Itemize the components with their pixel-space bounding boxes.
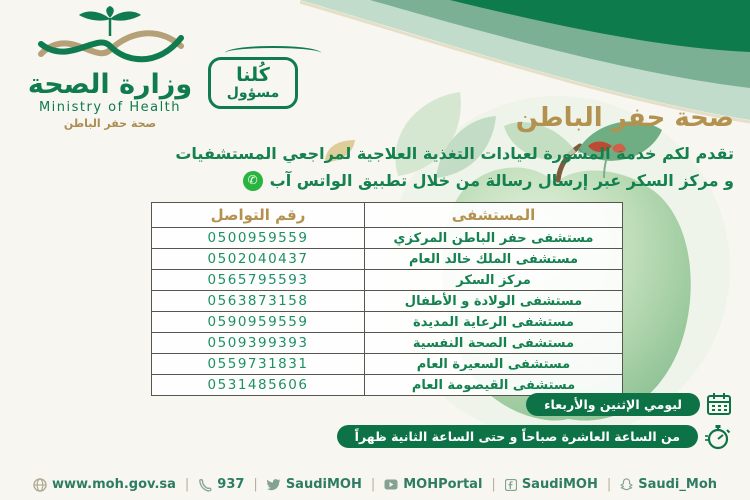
table-row — [152, 228, 623, 249]
contact-number: 0500959559 — [152, 228, 365, 249]
contact-number: 0590959559 — [152, 312, 365, 333]
contact-number: 0531485606 — [152, 375, 365, 396]
twitter-icon — [267, 478, 281, 491]
footer-website-label: www.moh.gov.sa — [51, 477, 176, 492]
schedule-hours-row — [337, 423, 732, 450]
schedule-days-pill: ليومي الإثنين والأربعاء — [526, 393, 700, 416]
subtitle — [175, 140, 734, 194]
moh-logo — [12, 6, 208, 130]
logo-title-english: Ministry of Health — [38, 100, 182, 115]
table-row — [152, 354, 623, 375]
page-title: صحة حفر الباطن — [515, 103, 734, 133]
footer-separator: | — [370, 477, 376, 492]
footer-contact-bar — [0, 477, 750, 492]
contact-number: 0509399393 — [152, 333, 365, 354]
badge-line2: مسؤول — [226, 85, 280, 101]
footer-link-website[interactable] — [33, 477, 176, 492]
hospital-name: مستشفى الولادة و الأطفال — [365, 291, 623, 312]
schedule-days-row — [526, 392, 732, 416]
moh-emblem-icon — [35, 6, 185, 70]
schedule-hours-pill: من الساعة العاشرة صباحاً و حتى الساعة الثانية ظهراً — [337, 425, 698, 448]
table-row — [152, 270, 623, 291]
hospital-name: مستشفى الملك خالد العام — [365, 249, 623, 270]
facebook-icon — [505, 479, 517, 491]
hospitals-table — [151, 202, 623, 396]
logo-region-label: صحة حفر الباطن — [63, 117, 157, 130]
subtitle-line2-text: و مركز السكر عبر إرسال رسالة من خلال تطبيق الواتس آب — [269, 171, 734, 190]
column-header-number: رقم التواصل — [152, 203, 365, 228]
kulluna-masoul-badge — [208, 57, 298, 109]
footer-snapchat-label: Saudi_Moh — [638, 477, 718, 492]
contact-number: 0502040437 — [152, 249, 365, 270]
subtitle-line2 — [175, 167, 734, 194]
footer-link-snapchat[interactable] — [620, 477, 717, 492]
stopwatch-icon — [704, 423, 732, 450]
contact-number: 0559731831 — [152, 354, 365, 375]
footer-separator: | — [253, 477, 258, 492]
footer-twitter-label: SaudiMOH — [285, 477, 362, 492]
hospital-name: مستشفى السعيرة العام — [365, 354, 623, 375]
schedule-section — [337, 392, 732, 450]
footer-link-twitter[interactable] — [267, 477, 362, 492]
table-row — [152, 291, 623, 312]
logo-title-arabic: وزارة الصحة — [27, 69, 193, 100]
footer-phone[interactable] — [198, 477, 244, 492]
contact-number: 0563873158 — [152, 291, 365, 312]
column-header-hospital: المستشفى — [365, 203, 623, 228]
table-row — [152, 249, 623, 270]
hospital-name: مستشفى الرعاية المديدة — [365, 312, 623, 333]
table-row — [152, 312, 623, 333]
footer-separator: | — [491, 477, 496, 492]
youtube-icon — [384, 479, 398, 490]
subtitle-line1: تقدم لكم خدمة المشورة لعيادات التغذية العلاجية لمراجعي المستشفيات — [175, 144, 734, 163]
footer-link-facebook[interactable] — [505, 477, 598, 492]
footer-link-youtube[interactable] — [384, 477, 482, 492]
hospital-name: مركز السكر — [365, 270, 623, 291]
hospital-name: مستشفى حفر الباطن المركزي — [365, 228, 623, 249]
footer-facebook-label: SaudiMOH — [521, 477, 598, 492]
contact-number: 0565795593 — [152, 270, 365, 291]
badge-line1: كُلنا — [236, 64, 270, 86]
table-row — [152, 333, 623, 354]
globe-icon — [33, 478, 47, 492]
hospital-name: مستشفى الصحة النفسية — [365, 333, 623, 354]
table-header-row — [152, 203, 623, 228]
whatsapp-icon: ✆ — [243, 171, 263, 191]
phone-icon — [198, 478, 212, 492]
footer-youtube-label: MOHPortal — [403, 477, 483, 492]
snapchat-icon — [620, 478, 633, 491]
footer-separator: | — [606, 477, 612, 492]
hospital-name: مستشفى القيصومة العام — [365, 375, 623, 396]
footer-phone-label: 937 — [217, 477, 245, 492]
footer-separator: | — [184, 477, 190, 492]
calendar-icon — [706, 392, 732, 416]
